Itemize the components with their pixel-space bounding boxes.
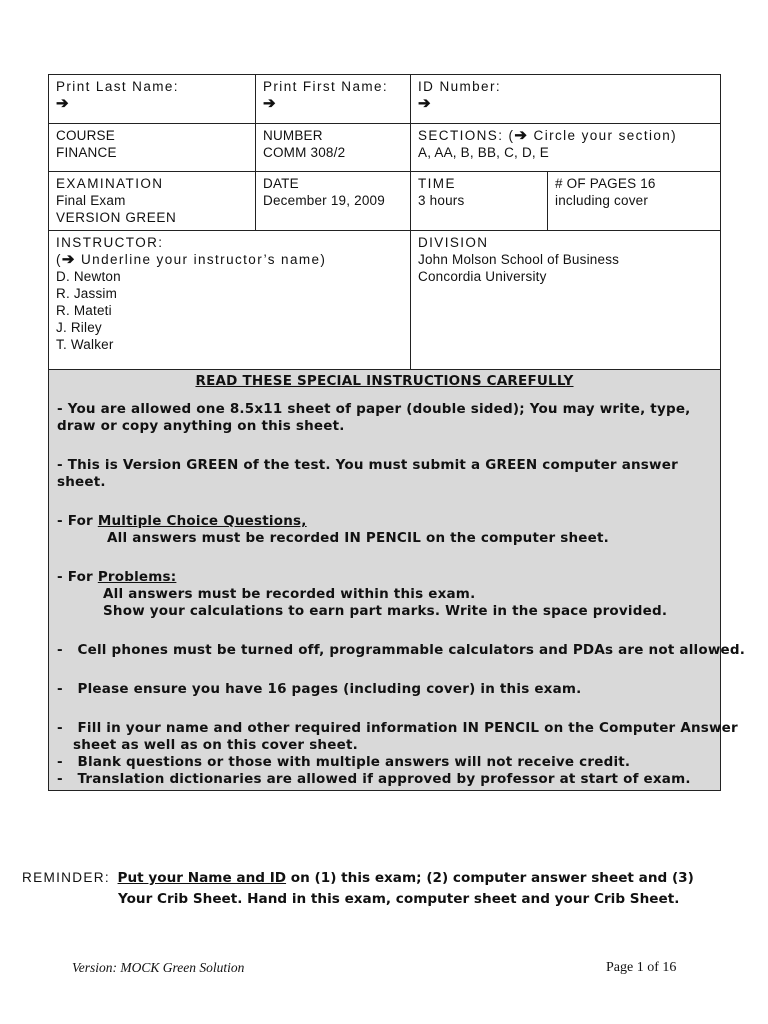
date-value: December 19, 2009: [263, 193, 385, 208]
exam-version: VERSION GREEN: [56, 210, 177, 225]
instruction-phones: - Cell phones must be turned off, programmable calculators and PDAs are not allowed.: [57, 642, 746, 658]
examination-cell: [49, 172, 256, 231]
instructor-name[interactable]: R. Mateti: [56, 303, 112, 318]
course-value: FINANCE: [56, 145, 117, 160]
division-label: DIVISION: [418, 235, 489, 250]
sections-label: SECTIONS: (➔ Circle your section): [418, 127, 678, 144]
instruction-version: - This is Version GREEN of the test. You must submit a GREEN computer answer sheet.: [57, 457, 678, 490]
instruction-problems: - For Problems: All answers must be recorded within this exam. Show your calculations to earn part marks. Write in the space provided.: [57, 569, 668, 619]
date-label: DATE: [263, 176, 299, 191]
instruction-fill-name: - Fill in your name and other required information IN PENCIL on the Computer Answer sheet as well as on this cover sheet.: [57, 720, 738, 753]
instructions-heading: READ THESE SPECIAL INSTRUCTIONS CAREFULLY: [195, 373, 574, 389]
reminder-underlined: Put your Name and ID: [117, 870, 287, 886]
division-university: Concordia University: [418, 269, 547, 284]
instruction-dictionaries: - Translation dictionaries are allowed if approved by professor at start of exam.: [57, 771, 691, 787]
instruction-pages: - Please ensure you have 16 pages (including cover) in this exam.: [57, 681, 582, 697]
course-label: COURSE: [56, 128, 115, 143]
exam-cover-table: [48, 74, 746, 791]
time-label: TIME: [418, 176, 456, 191]
arrow-right-icon: ➔: [418, 95, 431, 112]
instructor-name[interactable]: D. Newton: [56, 269, 121, 284]
footer-page-number: Page 1 of 16: [606, 960, 677, 975]
course-cell: [49, 124, 256, 172]
number-label: NUMBER: [263, 128, 323, 143]
instructor-note: (➔ Underline your instructor’s name): [56, 251, 327, 268]
instructor-name[interactable]: R. Jassim: [56, 286, 118, 301]
arrow-right-icon: ➔: [263, 95, 276, 112]
sections-value: A, AA, B, BB, C, D, E: [418, 145, 549, 160]
arrow-right-icon: ➔: [61, 251, 76, 268]
instruction-blank-questions: - Blank questions or those with multiple answers will not receive credit.: [57, 754, 631, 770]
instructor-cell: [49, 231, 411, 370]
reminder-text: on (1) this exam; (2) computer answer sheet and (3): [286, 870, 694, 886]
reminder-note: [22, 867, 694, 910]
id-number-cell[interactable]: [411, 75, 721, 124]
last-name-label: Print Last Name:: [56, 79, 179, 94]
arrow-right-icon: ➔: [56, 95, 69, 112]
division-cell: [411, 231, 721, 370]
time-value: 3 hours: [418, 193, 465, 208]
reminder-text-line2: Your Crib Sheet. Hand in this exam, computer sheet and your Crib Sheet.: [118, 891, 680, 907]
instruction-crib-sheet: - You are allowed one 8.5x11 sheet of paper (double sided); You may write, type, draw or copy anything on this sheet.: [57, 401, 691, 434]
date-cell: [256, 172, 411, 231]
last-name-cell[interactable]: [49, 75, 256, 124]
reminder-label: REMINDER:: [22, 870, 110, 885]
instructor-label: INSTRUCTOR:: [56, 235, 164, 250]
instruction-multiple-choice: - For Multiple Choice Questions, All answers must be recorded IN PENCIL on the computer sheet.: [57, 513, 609, 546]
pages-value: including cover: [555, 193, 649, 208]
examination-label: EXAMINATION: [56, 176, 164, 191]
first-name-cell[interactable]: [256, 75, 411, 124]
arrow-right-icon: ➔: [514, 127, 529, 144]
special-instructions-panel: [49, 370, 746, 791]
division-school: John Molson School of Business: [418, 252, 620, 267]
pages-label: # OF PAGES 16: [555, 176, 656, 191]
sections-cell[interactable]: [411, 124, 721, 172]
instructor-name[interactable]: T. Walker: [56, 337, 114, 352]
instructor-name[interactable]: J. Riley: [56, 320, 102, 335]
number-value: COMM 308/2: [263, 145, 346, 160]
first-name-label: Print First Name:: [263, 79, 389, 94]
id-number-label: ID Number:: [418, 79, 502, 94]
number-cell: [256, 124, 411, 172]
time-cell: [411, 172, 548, 231]
exam-type: Final Exam: [56, 193, 126, 208]
pages-cell: [548, 172, 721, 231]
footer-version: Version: MOCK Green Solution: [72, 960, 245, 975]
